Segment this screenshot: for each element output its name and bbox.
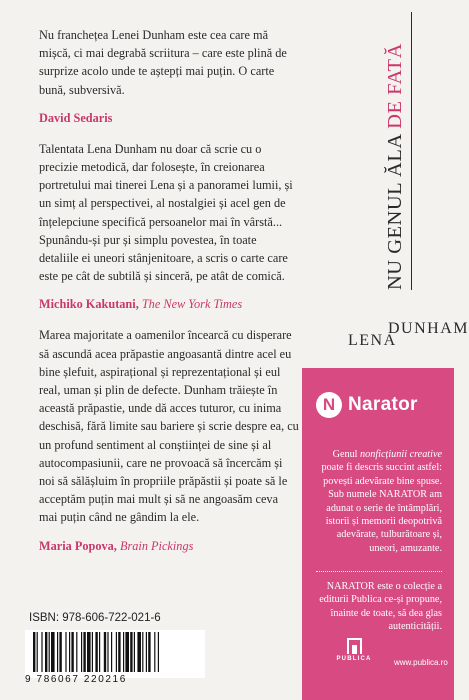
barcode-bar bbox=[71, 632, 73, 672]
barcode-bar bbox=[107, 632, 108, 672]
book-title-main: NU GENUL ĂLA bbox=[384, 128, 406, 290]
quote-author-name: David Sedaris bbox=[39, 110, 113, 125]
barcode-bar bbox=[69, 632, 70, 672]
barcode-bar bbox=[51, 632, 55, 672]
publica-icon bbox=[347, 638, 362, 654]
barcode-bar bbox=[95, 632, 97, 672]
barcode-bar bbox=[83, 632, 85, 672]
quote-text: Talentata Lena Dunham nu doar că scrie cu o precizie metodică, dar folosește, în creionarea portretului mai tinerei Lena și a panoramei lumii, și un simț al perspectivei, al nostalgiei și acel gen de înțelepciune specifică persoanelor mai în vârstă... Spunându-și pur și simplu povestea, în toate detaliile ei uneori stânjenitoare, a scris o carte care este pe cât de subtilă și sinceră, pe atât de comică. bbox=[39, 141, 293, 284]
barcode-bar bbox=[81, 632, 82, 672]
quote-author bbox=[39, 539, 299, 554]
collection-about: NARATOR este o colecție a editurii Publica ce-și propune, înainte de toate, să dea glas autenticității. bbox=[319, 581, 442, 633]
barcode-bar bbox=[137, 632, 141, 672]
barcode-bar bbox=[41, 632, 42, 672]
barcode-bar bbox=[59, 632, 61, 672]
author-first-name: LENA bbox=[348, 332, 397, 349]
barcode-bar bbox=[65, 632, 66, 672]
barcode-bar bbox=[104, 632, 106, 672]
quote-author bbox=[39, 111, 299, 126]
barcode-bar bbox=[111, 632, 112, 672]
publisher-logo bbox=[330, 638, 378, 662]
barcode-bar bbox=[123, 632, 124, 672]
narator-logo-icon: N bbox=[316, 392, 342, 418]
barcode-bar bbox=[57, 632, 58, 672]
barcode-bar bbox=[142, 632, 143, 672]
narator-logo-text: Narator bbox=[348, 394, 418, 415]
barcode-bar bbox=[146, 632, 147, 672]
barcode-bar bbox=[118, 632, 120, 672]
barcode-bars bbox=[25, 630, 205, 674]
quote-publication: Brain Pickings bbox=[119, 538, 194, 553]
dotted-divider bbox=[316, 571, 442, 572]
barcode-bar bbox=[92, 632, 93, 672]
barcode-bar bbox=[154, 632, 155, 672]
barcode-bar bbox=[125, 632, 129, 672]
collection-description: Genul nonficțiunii creative poate fi descris succint astfel: povești adevărate bine spuse. Sub numele NARATOR am adunat o serie de întâmplări, istorii și memorii deopotrivă adevărate, tulburătoare și, uneori, amuzante. bbox=[321, 449, 442, 554]
quote-author-name: Maria Popova, bbox=[39, 538, 117, 553]
quote-author bbox=[39, 297, 299, 312]
barcode-bar bbox=[33, 632, 35, 672]
narator-panel bbox=[302, 368, 454, 700]
quote-text: Marea majoritate a oamenilor încearcă cu disperare să ascundă acea prăpastie angoasantă dintre acel eu bine șlefuit, aspirațional și reprezentațional și eul real, uman și plin de defecte. Dunham trăiește în această prăpastie, unde dă acces tuturor, cu inima deschisă, fără limite sau bariere și scrie despre ea, cu un profund sentiment al conștiinței de sine și al autocompasiunii, care ne provoacă să încercăm și noi să sălășluim în propriile prăpăstii și poate să le acceptăm puțin mai mult și să ne angoasăm ceva mai puțin când ne gândim la ele. bbox=[39, 328, 299, 525]
author-last-name: DUNHAM bbox=[388, 320, 469, 337]
quote-publication: The New York Times bbox=[141, 297, 243, 312]
narator-logo bbox=[316, 392, 418, 418]
collection-description-emphasis: nonficțiunii creative bbox=[360, 449, 442, 460]
barcode-bar bbox=[134, 632, 135, 672]
barcode-bar bbox=[116, 632, 117, 672]
barcode-bar bbox=[130, 632, 132, 672]
quote-text: Nu franchețea Lenei Dunham este cea care mă mișcă, ci mai degrabă scriitura – care este plină de surprize acolo unde te aștepți mai puțin. O carte bună, subversivă. bbox=[39, 28, 287, 97]
barcode-bar bbox=[49, 632, 50, 672]
barcode-bar bbox=[87, 632, 91, 672]
barcode-bar bbox=[45, 632, 47, 672]
book-title-vertical bbox=[384, 0, 416, 290]
barcode-bar bbox=[37, 632, 38, 672]
quote-author-name: Michiko Kakutani, bbox=[39, 297, 139, 312]
endorsements bbox=[39, 26, 299, 568]
barcode-digits: 9 786067 220216 bbox=[25, 674, 127, 685]
book-title-accent: DE FATĂ bbox=[384, 43, 406, 129]
barcode-bar bbox=[76, 632, 77, 672]
publisher-url: www.publica.ro bbox=[394, 658, 448, 667]
barcode-bar bbox=[99, 632, 100, 672]
title-underline bbox=[411, 12, 412, 290]
barcode bbox=[25, 630, 205, 678]
publisher-name: PUBLICA bbox=[336, 656, 372, 662]
barcode-bar bbox=[148, 632, 150, 672]
barcode-bar bbox=[158, 632, 159, 672]
isbn: ISBN: 978-606-722-021-6 bbox=[29, 612, 161, 624]
